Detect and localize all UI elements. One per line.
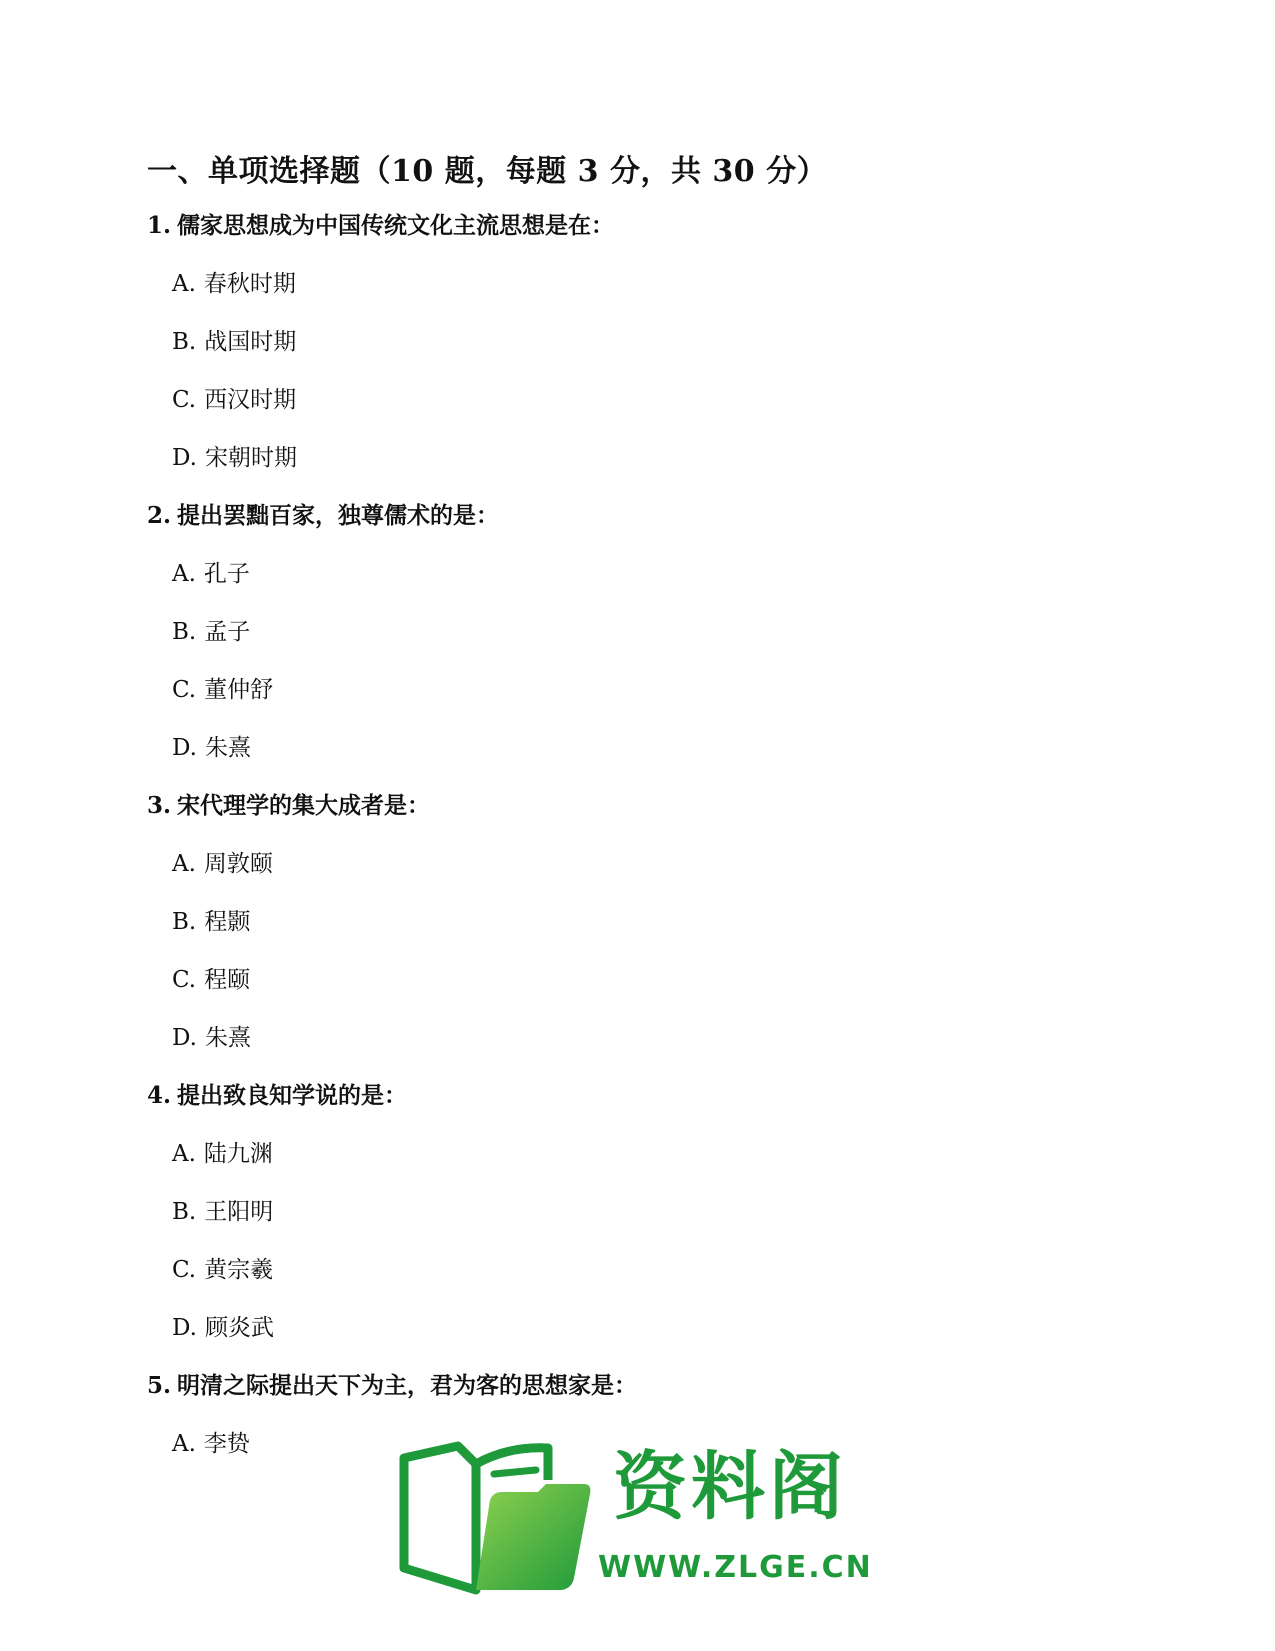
- option-b: [147, 324, 1147, 382]
- watermark-title: 资料阁: [613, 1444, 847, 1530]
- question-list: [147, 208, 1147, 1484]
- option-a: [147, 556, 1147, 614]
- option-text: 朱熹: [204, 1025, 251, 1051]
- section-title: 一、单项选择题（10 题，每题 3 分，共 30 分）: [147, 154, 828, 189]
- option-b: [147, 904, 1147, 962]
- option-text: 董仲舒: [204, 677, 274, 703]
- option-text: 战国时期: [204, 329, 297, 355]
- watermark-logo: [398, 1440, 878, 1600]
- question-4: [147, 1078, 1147, 1368]
- option-letter: D.: [172, 1025, 197, 1051]
- book-folder-icon: [398, 1440, 598, 1600]
- option-d: [147, 440, 1147, 498]
- option-text: 顾炎武: [204, 1315, 274, 1341]
- question-1: [147, 208, 1147, 498]
- option-b: [147, 1194, 1147, 1252]
- option-text: 孔子: [203, 561, 250, 587]
- option-letter: D.: [172, 1315, 197, 1341]
- question-number: 4.: [147, 1082, 172, 1109]
- question-text: 宋代理学的集大成者是：: [177, 792, 431, 819]
- option-letter: A.: [172, 1431, 196, 1457]
- option-text: 春秋时期: [203, 271, 296, 297]
- option-c: [147, 1252, 1147, 1310]
- watermark-url: WWW.ZLGE.CN: [598, 1550, 873, 1585]
- option-text: 李贽: [203, 1431, 250, 1457]
- question-stem: [147, 208, 1147, 266]
- question-stem: [147, 498, 1147, 556]
- option-text: 朱熹: [204, 735, 251, 761]
- option-text: 宋朝时期: [204, 445, 297, 471]
- question-text: 提出罢黜百家，独尊儒术的是：: [177, 502, 500, 529]
- option-text: 周敦颐: [203, 851, 273, 877]
- option-letter: D.: [172, 445, 197, 471]
- option-c: [147, 382, 1147, 440]
- question-number: 1.: [147, 212, 172, 239]
- question-stem: [147, 788, 1147, 846]
- option-d: [147, 1020, 1147, 1078]
- question-text: 儒家思想成为中国传统文化主流思想是在：: [177, 212, 615, 239]
- option-text: 黄宗羲: [204, 1257, 274, 1283]
- option-letter: B.: [172, 329, 197, 355]
- option-text: 西汉时期: [204, 387, 297, 413]
- question-number: 3.: [147, 792, 172, 819]
- option-c: [147, 672, 1147, 730]
- option-b: [147, 614, 1147, 672]
- option-letter: C.: [172, 967, 197, 993]
- option-d: [147, 1310, 1147, 1368]
- option-letter: C.: [172, 387, 197, 413]
- option-a: [147, 1136, 1147, 1194]
- option-text: 程颢: [204, 909, 251, 935]
- option-text: 陆九渊: [203, 1141, 273, 1167]
- question-stem: [147, 1368, 1147, 1426]
- option-letter: A.: [172, 561, 196, 587]
- option-letter: B.: [172, 1199, 197, 1225]
- option-d: [147, 730, 1147, 788]
- question-stem: [147, 1078, 1147, 1136]
- option-text: 孟子: [204, 619, 251, 645]
- option-letter: D.: [172, 735, 197, 761]
- option-letter: B.: [172, 909, 197, 935]
- question-number: 2.: [147, 502, 172, 529]
- option-letter: A.: [172, 1141, 196, 1167]
- option-letter: C.: [172, 1257, 197, 1283]
- option-c: [147, 962, 1147, 1020]
- option-letter: C.: [172, 677, 197, 703]
- question-2: [147, 498, 1147, 788]
- question-text: 明清之际提出天下为主，君为客的思想家是：: [177, 1372, 638, 1399]
- option-a: [147, 266, 1147, 324]
- option-a: [147, 846, 1147, 904]
- option-letter: B.: [172, 619, 197, 645]
- option-text: 王阳明: [204, 1199, 274, 1225]
- option-letter: A.: [172, 851, 196, 877]
- option-text: 程颐: [204, 967, 251, 993]
- question-text: 提出致良知学说的是：: [177, 1082, 408, 1109]
- question-number: 5.: [147, 1372, 172, 1399]
- question-3: [147, 788, 1147, 1078]
- option-letter: A.: [172, 271, 196, 297]
